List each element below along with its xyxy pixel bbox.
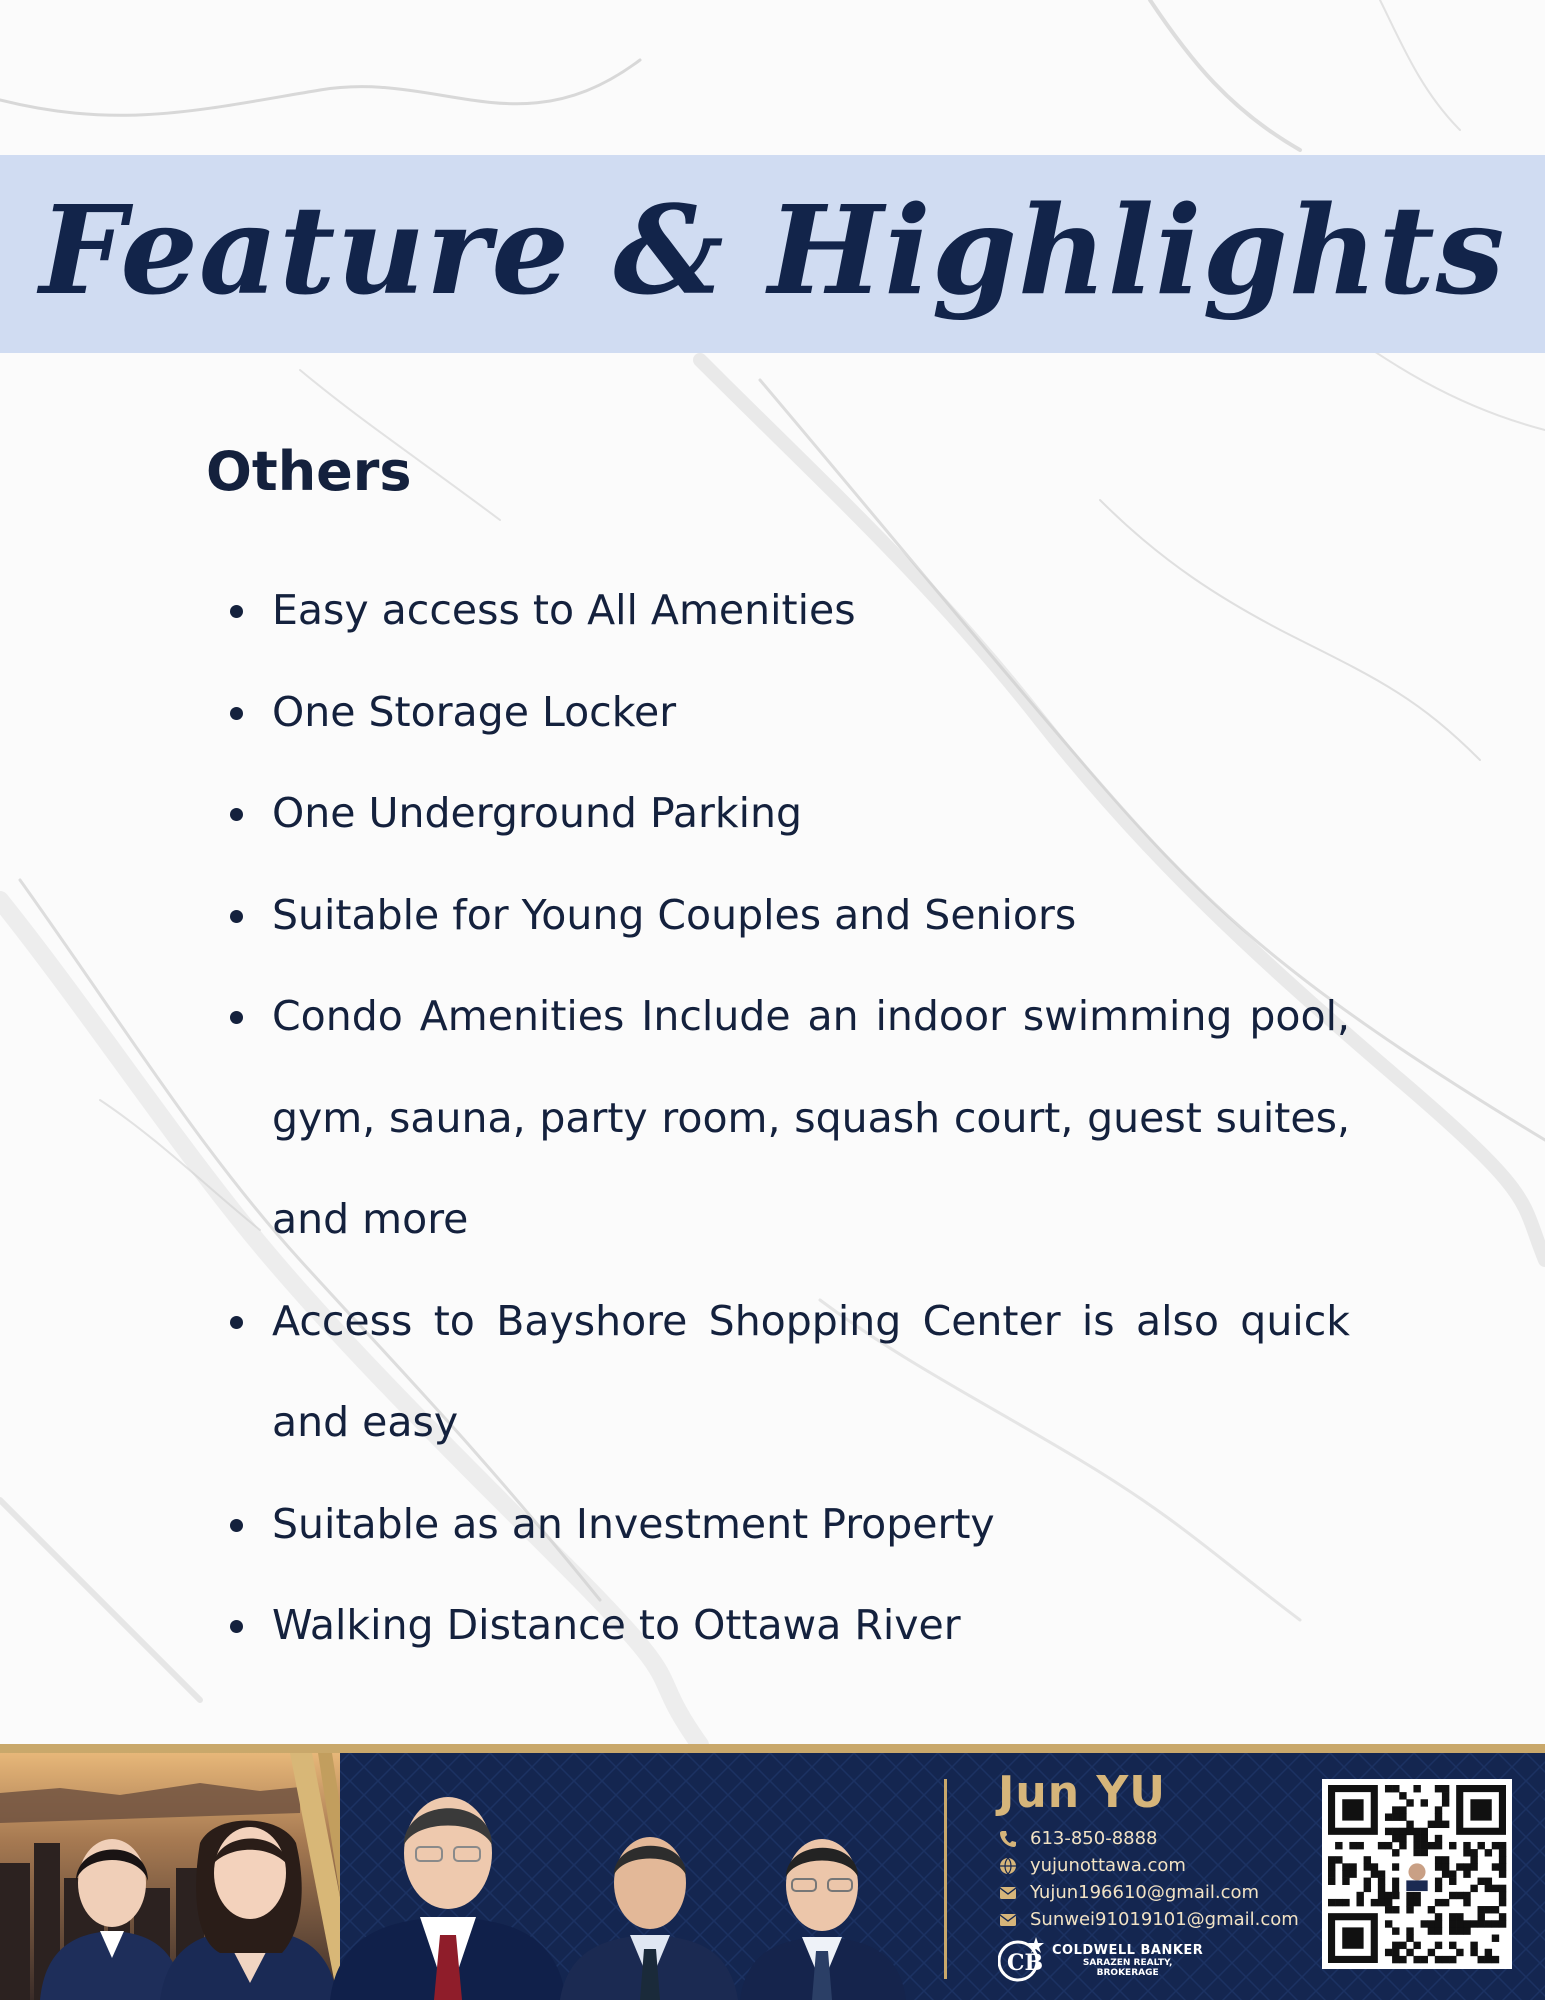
- list-item: One Underground Parking: [230, 763, 1350, 865]
- phone-text: 613-850-8888: [1030, 1828, 1158, 1849]
- logo-initials: CB: [1007, 1950, 1044, 1976]
- phone-icon: [998, 1829, 1018, 1849]
- qr-code-graphic: [1322, 1779, 1512, 1969]
- team-member-5: [740, 1839, 906, 2000]
- coldwell-banker-logo-icon: [998, 1935, 1044, 1985]
- brokerage-logo: [998, 1935, 1203, 1985]
- footer-divider: [944, 1779, 947, 1979]
- email-row-1[interactable]: [998, 1879, 1299, 1906]
- email-row-2[interactable]: [998, 1906, 1299, 1933]
- list-item: Easy access to All Amenities: [230, 560, 1350, 662]
- footer-gold-rule: [0, 1744, 1545, 1753]
- title-band: [0, 155, 1545, 353]
- qr-code[interactable]: [1322, 1779, 1512, 1969]
- phone-row[interactable]: [998, 1825, 1299, 1852]
- agent-name: Jun YU: [998, 1767, 1166, 1818]
- page-title: Feature & Highlights: [39, 178, 1506, 322]
- feature-list: [230, 560, 1350, 1677]
- team-member-4: [560, 1837, 738, 2000]
- team-member-3: [330, 1797, 566, 2000]
- team-member-2: [160, 1821, 338, 2000]
- brokerage-sub-1: SARAZEN REALTY,: [1082, 1957, 1173, 1968]
- list-item: Suitable as an Investment Property: [230, 1474, 1350, 1576]
- brokerage-sub-2: BROKERAGE: [1096, 1967, 1159, 1978]
- team-photo: [0, 1753, 960, 2000]
- team-member-1: [40, 1839, 184, 2000]
- email-text-2: Sunwei91019101@gmail.com: [1030, 1909, 1299, 1930]
- mail-icon: [998, 1883, 1018, 1903]
- brokerage-name: COLDWELL BANKER: [1052, 1942, 1204, 1958]
- list-item: One Storage Locker: [230, 662, 1350, 764]
- website-text: yujunottawa.com: [1030, 1855, 1186, 1876]
- list-item: Walking Distance to Ottawa River: [230, 1575, 1350, 1677]
- website-row[interactable]: [998, 1852, 1299, 1879]
- contact-list: [998, 1825, 1299, 1933]
- list-item: Condo Amenities Include an indoor swimming pool, gym, sauna, party room, squash court, guest suites, and more: [230, 966, 1350, 1271]
- email-text-1: Yujun196610@gmail.com: [1030, 1882, 1260, 1903]
- agent-footer: [0, 1753, 1545, 2000]
- globe-icon: [998, 1856, 1018, 1876]
- mail-icon: [998, 1910, 1018, 1930]
- list-item: Access to Bayshore Shopping Center is also quick and easy: [230, 1271, 1350, 1474]
- list-item: Suitable for Young Couples and Seniors: [230, 865, 1350, 967]
- section-heading: Others: [206, 440, 412, 503]
